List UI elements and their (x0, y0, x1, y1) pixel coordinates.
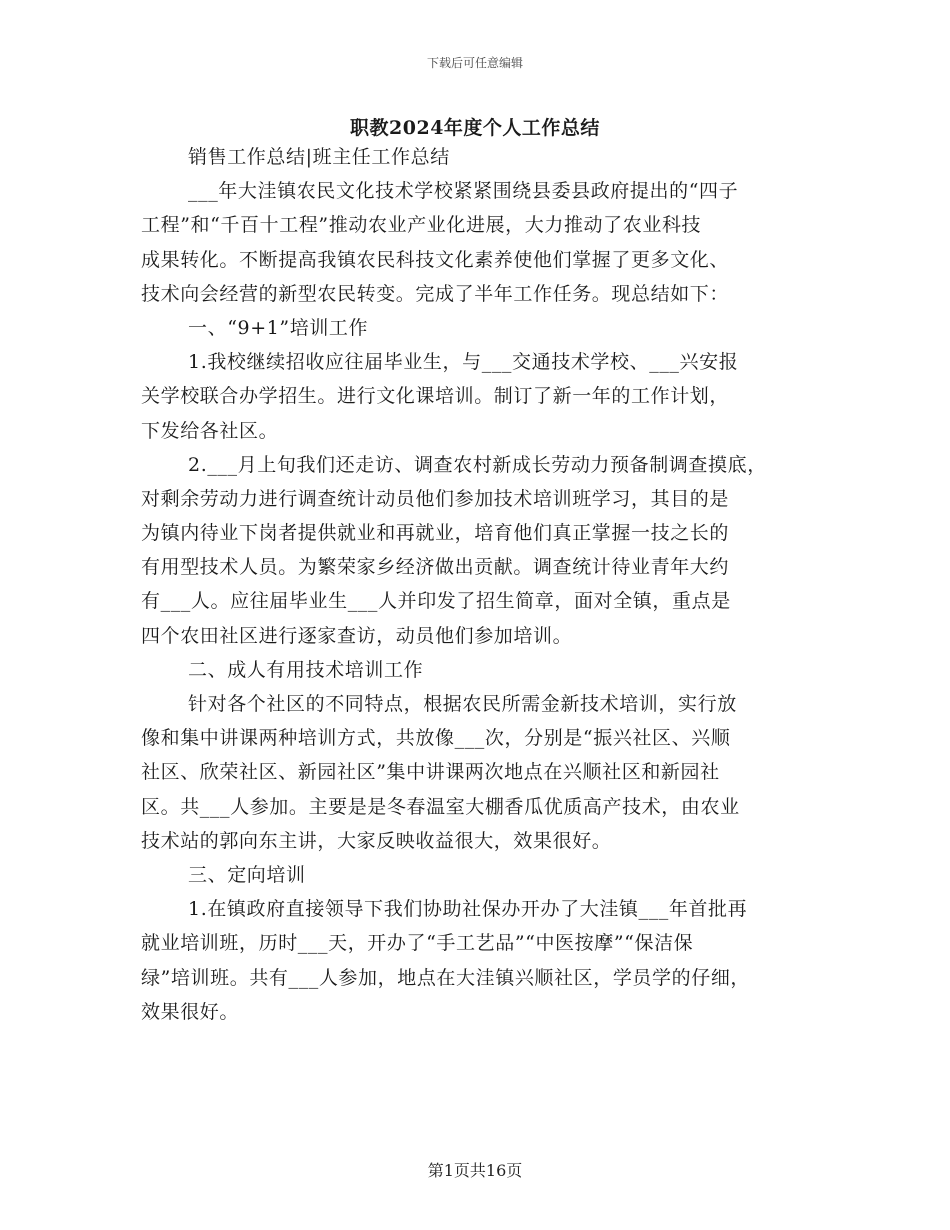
body-line: 销售工作总结|班主任工作总结 (188, 146, 450, 168)
body-line: 区。共___人参加。主要是是冬春温室大棚香瓜优质高产技术，由农业 (141, 795, 740, 818)
body-line: 2.___月上旬我们还走访、调查农村新成长劳动力预备制调查摸底， (188, 453, 767, 476)
body-line: ___年大洼镇农民文化技术学校紧紧围绕县委县政府提出的“四子 (188, 180, 739, 203)
body-line: 效果很好。 (141, 1000, 240, 1023)
body-line: 关学校联合办学招生。进行文化课培训。制订了新一年的工作计划， (141, 385, 730, 408)
body-line: 技术向会经营的新型农民转变。完成了半年工作任务。现总结如下： (141, 282, 730, 305)
body-line: 就业培训班，历时___天，开办了“手工艺品”“中医按摩”“保洁保 (141, 932, 694, 955)
body-line: 技术站的郭向东主讲，大家反映收益很大，效果很好。 (141, 829, 612, 852)
body-line: 四个农田社区进行逐家查访，动员他们参加培训。 (141, 624, 573, 647)
body-line: 针对各个社区的不同特点，根据农民所需金新技术培训，实行放 (188, 693, 737, 715)
body-line: 一、“9+1”培训工作 (188, 316, 369, 339)
document-title: 职教2024年度个人工作总结 (350, 117, 600, 139)
body-line: 有用型技术人员。为繁荣家乡经济做出贡献。调查统计待业青年大约 (141, 556, 730, 579)
body-line: 有___人。应往届毕业生___人并印发了招生简章，面对全镇，重点是 (141, 590, 731, 613)
body-line: 成果转化。不断提高我镇农民科技文化素养使他们掌握了更多文化、 (141, 248, 730, 271)
document-body (141, 140, 821, 1029)
header-note: 下载后可任意编辑 (426, 56, 523, 70)
body-line: 社区、欣荣社区、新园社区”集中讲课两次地点在兴顺社区和新园社 (141, 761, 720, 784)
body-line: 为镇内待业下岗者提供就业和再就业，培育他们真正掌握一技之长的 (141, 522, 730, 545)
body-line: 对剩余劳动力进行调查统计动员他们参加技术培训班学习，其目的是 (141, 487, 730, 510)
body-line: 1.我校继续招收应往届毕业生，与___交通技术学校、___兴安报 (188, 351, 739, 374)
body-line: 像和集中讲课两种培训方式，共放像___次，分别是“振兴社区、兴顺 (141, 727, 731, 750)
body-line: 1.在镇政府直接领导下我们协助社保办开办了大洼镇___年首批再 (188, 898, 748, 921)
body-line: 绿”培训班。共有___人参加，地点在大洼镇兴顺社区，学员学的仔细， (141, 966, 751, 989)
body-line: 三、定向培训 (188, 863, 306, 886)
body-line: 工程”和“千百十工程”推动农业产业化进展，大力推动了农业科技 (141, 214, 702, 237)
body-line: 二、成人有用技术培训工作 (188, 658, 424, 681)
page-footer: 第1页共16页 (427, 1161, 523, 1180)
body-line: 下发给各社区。 (141, 419, 279, 442)
